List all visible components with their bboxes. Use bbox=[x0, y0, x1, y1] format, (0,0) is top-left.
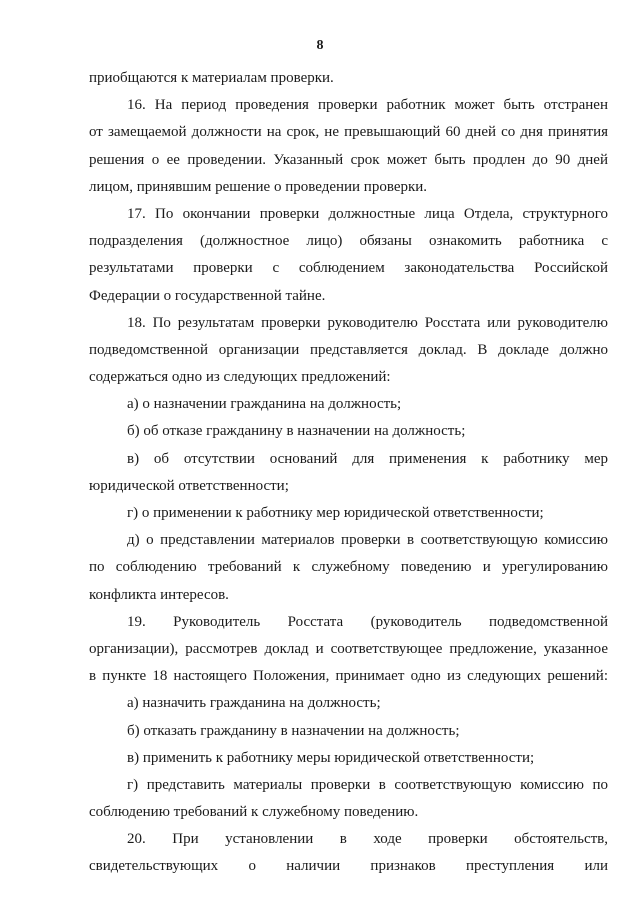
text-line: а) о назначении гражданина на должность; bbox=[127, 396, 402, 413]
text-line: решения о ее проведении. Указанный срок может быть продлен до 90 дней bbox=[89, 151, 608, 168]
text-line: б) об отказе гражданину в назначении на должность; bbox=[127, 423, 466, 440]
text-line: Федерации о государственной тайне. bbox=[89, 287, 326, 304]
text-line: г) о применении к работнику мер юридической ответственности; bbox=[127, 505, 544, 521]
text-line: подразделения (должностное лицо) обязаны ознакомить работника с bbox=[89, 233, 608, 250]
text-line: д) о представлении материалов проверки в соответствующую комиссию bbox=[127, 532, 608, 549]
text-line: г) представить материалы проверки в соответствующую комиссию по bbox=[127, 776, 608, 793]
text-line: содержаться одно из следующих предложений: bbox=[89, 369, 391, 386]
text-line: лицом, принявшим решение о проведении проверки. bbox=[89, 178, 428, 195]
text-line: 16. На период проведения проверки работник может быть отстранен bbox=[127, 97, 608, 114]
text-line: 18. По результатам проверки руководителю Росстата или руководителю bbox=[127, 314, 608, 331]
text-line: результатами проверки с соблюдением законодательства Российской bbox=[89, 260, 608, 277]
text-line: подведомственной организации представляется доклад. В докладе должно bbox=[89, 341, 608, 358]
document-body bbox=[89, 65, 608, 881]
text-line: в пункте 18 настоящего Положения, принимает одно из следующих решений: bbox=[89, 668, 608, 685]
text-line: юридической ответственности; bbox=[89, 477, 289, 494]
text-line: приобщаются к материалам проверки. bbox=[89, 70, 334, 86]
text-line: 20. При установлении в ходе проверки обстоятельств, bbox=[127, 831, 608, 848]
text-line: конфликта интересов. bbox=[89, 586, 229, 603]
text-line: по соблюдению требований к служебному поведению и урегулированию bbox=[89, 559, 608, 576]
text-line: а) назначить гражданина на должность; bbox=[127, 695, 381, 712]
text-line: организации), рассмотрев доклад и соответствующее предложение, указанное bbox=[89, 640, 608, 657]
text-line: свидетельствующих о наличии признаков преступления или bbox=[89, 858, 608, 875]
text-line: в) об отсутствии оснований для применения к работнику мер bbox=[127, 450, 608, 467]
page-number: 8 bbox=[316, 38, 324, 53]
text-line: 17. По окончании проверки должностные лица Отдела, структурного bbox=[127, 205, 608, 222]
text-line: соблюдению требований к служебному поведению. bbox=[89, 804, 419, 821]
text-line: б) отказать гражданину в назначении на должность; bbox=[127, 722, 460, 739]
text-line: в) применить к работнику меры юридической ответственности; bbox=[127, 749, 535, 766]
text-line: от замещаемой должности на срок, не превышающий 60 дней со дня принятия bbox=[89, 124, 608, 141]
text-line: 19. Руководитель Росстата (руководитель подведомственной bbox=[127, 613, 608, 630]
